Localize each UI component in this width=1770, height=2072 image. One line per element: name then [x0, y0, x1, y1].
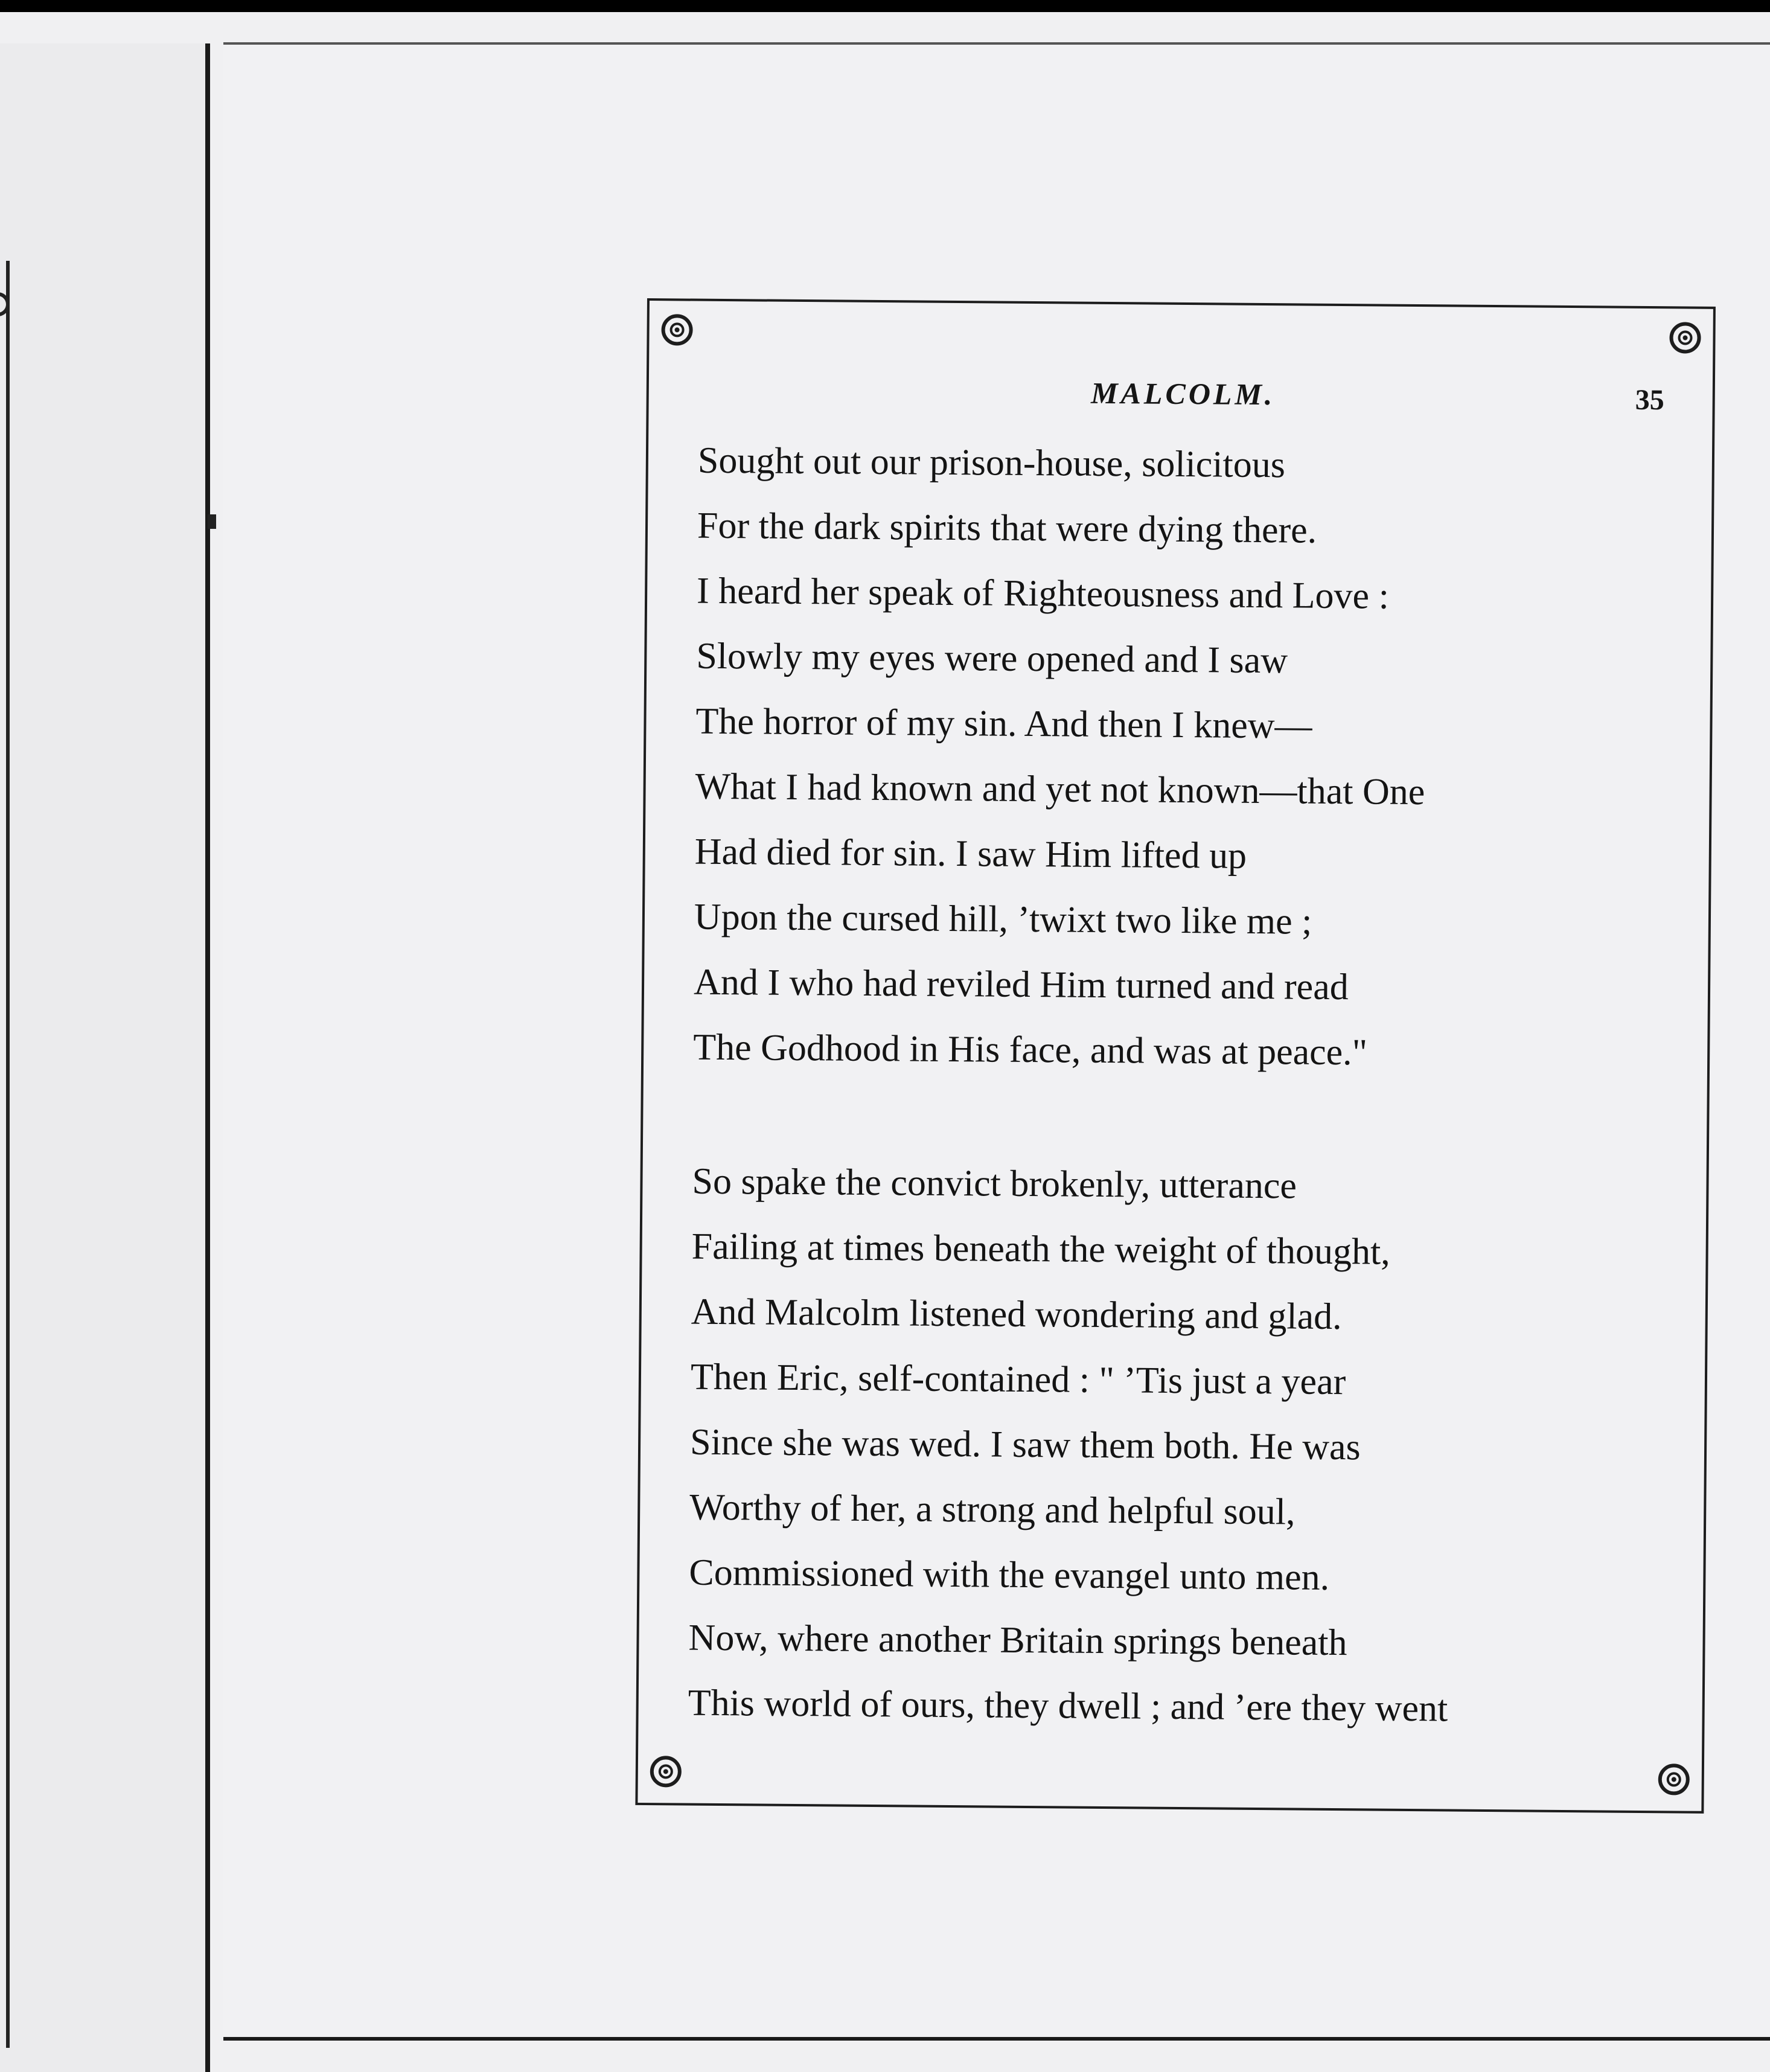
verse-line: Worthy of her, a strong and helpful soul, [689, 1486, 1296, 1533]
page-number: 35 [1635, 383, 1664, 417]
left-page-edge-mark [208, 514, 216, 529]
verse-line: Upon the cursed hill, ’twixt two like me ; [694, 896, 1312, 942]
verse-line: So spake the convict brokenly, utterance [692, 1160, 1297, 1207]
page-border-frame [635, 298, 1716, 1814]
book-page [223, 42, 1770, 2041]
verse-line: Slowly my eyes were opened and I saw [696, 635, 1288, 682]
verse-line: Since she was wed. I saw them both. He was [689, 1421, 1361, 1468]
verse-line: For the dark spirits that were dying there. [697, 505, 1317, 551]
verse-line: Then Eric, self-contained : " ’Tis just a year [690, 1356, 1346, 1403]
corner-ornament-top-left [661, 314, 692, 345]
stanza [688, 1149, 1452, 1742]
corner-ornament-bottom-left [650, 1756, 682, 1787]
verse-line: Sought out our prison-house, solicitous [697, 440, 1286, 486]
running-head: MALCOLM. [1090, 376, 1276, 412]
corner-ornament-top-right [1669, 322, 1701, 353]
verse-line: This world of ours, they dwell ; and ’ere they went [688, 1682, 1448, 1730]
left-page-frame-rule [6, 261, 10, 2048]
verse-line: Commissioned with the evangel unto men. [689, 1552, 1330, 1598]
verse-line: And I who had reviled Him turned and read [693, 961, 1349, 1008]
left-facing-page [0, 43, 210, 2072]
corner-ornament-bottom-right [1658, 1763, 1690, 1795]
verse-line: Now, where another Britain springs beneath [688, 1617, 1347, 1664]
verse-line: The Godhood in His face, and was at peace." [692, 1026, 1368, 1073]
verse-line: Failing at times beneath the weight of thought, [691, 1226, 1391, 1273]
verse-line: I heard her speak of Righteousness and Love : [696, 570, 1390, 617]
verse-line: And Malcolm listened wondering and glad. [691, 1291, 1342, 1338]
verse-line: What I had known and yet not known—that One [695, 766, 1425, 813]
verse-line: The horror of my sin. And then I knew— [695, 700, 1312, 747]
stanza [693, 428, 1428, 1086]
verse-line: Had died for sin. I saw Him lifted up [694, 831, 1247, 877]
